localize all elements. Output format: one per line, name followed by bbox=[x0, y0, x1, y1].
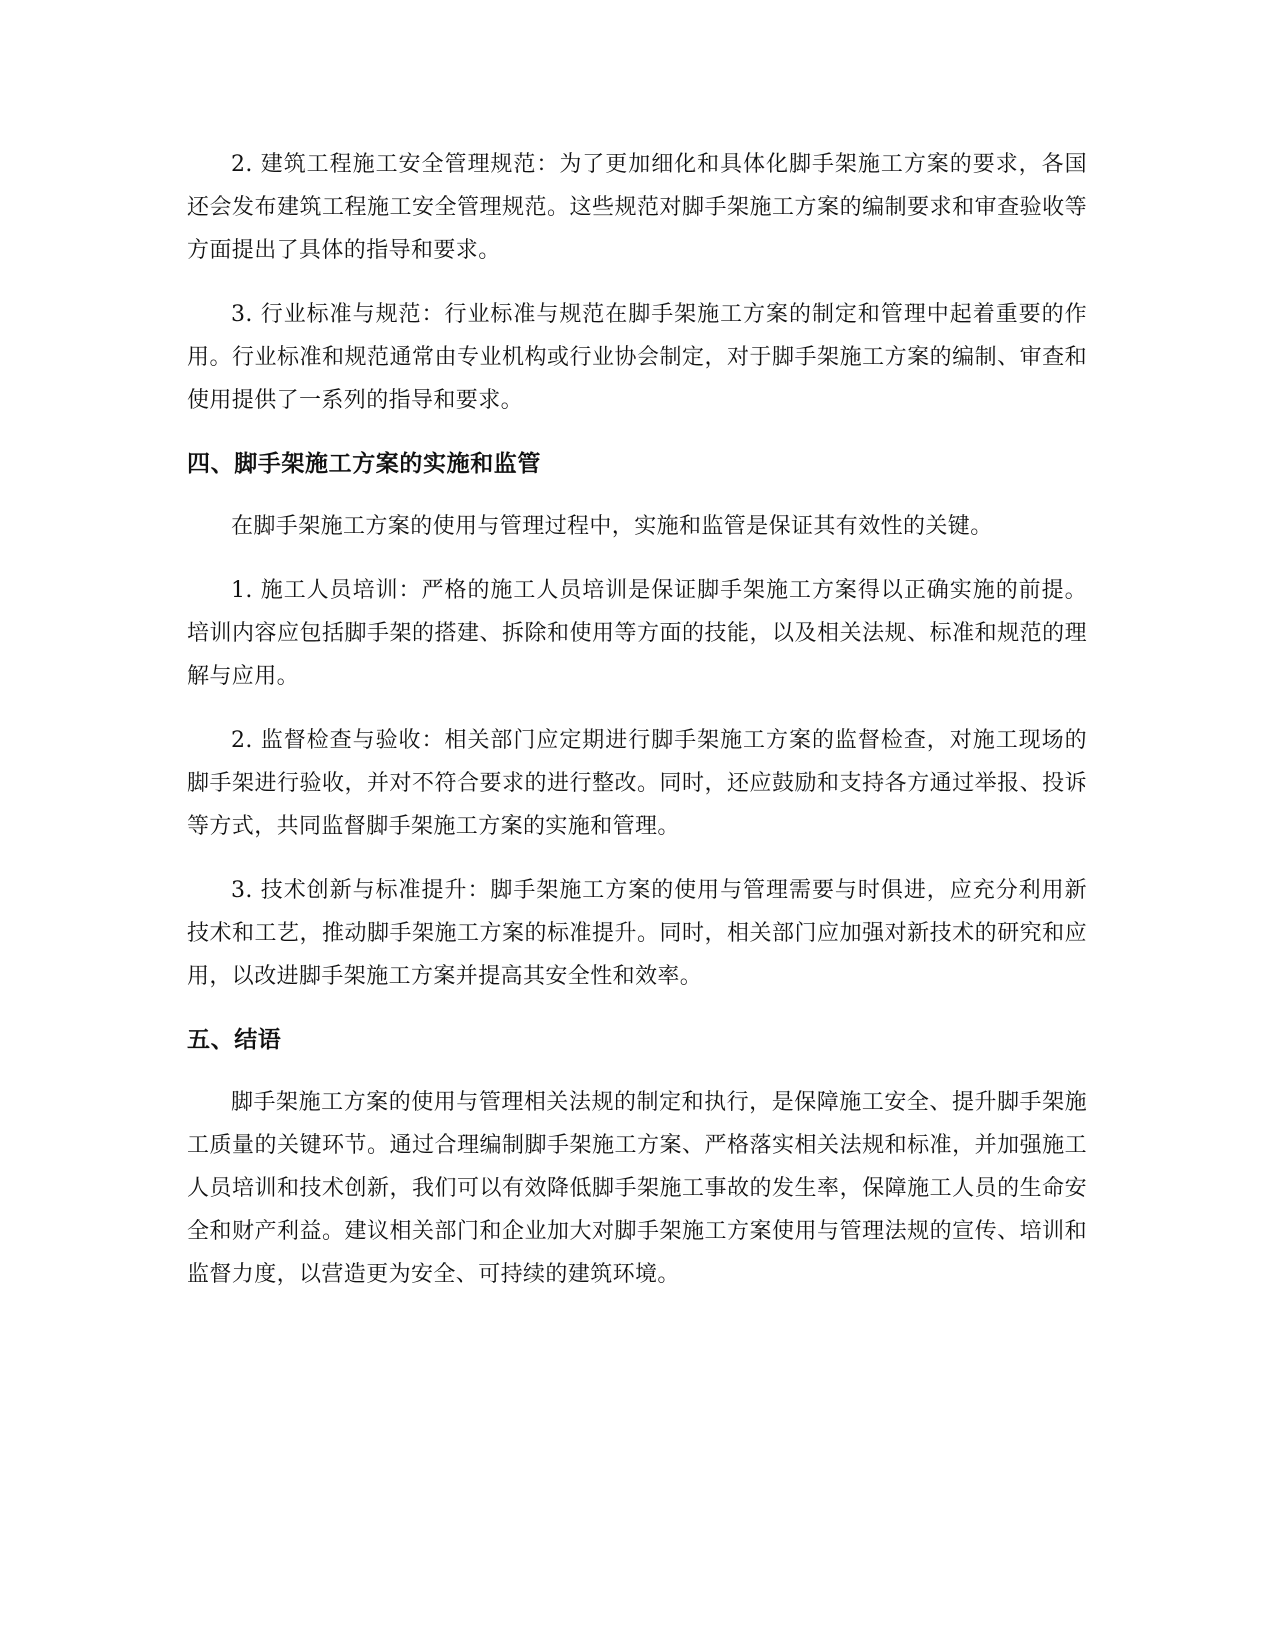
document-body bbox=[187, 143, 1087, 1317]
paragraph-personnel-training: 1. 施工人员培训：严格的施工人员培训是保证脚手架施工方案得以正确实施的前提。培训内容应包括脚手架的搭建、拆除和使用等方面的技能，以及相关法规、标准和规范的理解与应用。 bbox=[187, 578, 1087, 689]
section-heading-conclusion: 五、结语 bbox=[187, 1027, 282, 1053]
paragraph-implementation-intro: 在脚手架施工方案的使用与管理过程中，实施和监管是保证其有效性的关键。 bbox=[231, 514, 993, 539]
paragraph-industry-standards: 3. 行业标准与规范：行业标准与规范在脚手架施工方案的制定和管理中起着重要的作用。行业标准和规范通常由专业机构或行业协会制定，对于脚手架施工方案的编制、审查和使用提供了一系列的指导和要求。 bbox=[187, 302, 1087, 413]
paragraph-supervision-inspection: 2. 监督检查与验收：相关部门应定期进行脚手架施工方案的监督检查，对施工现场的脚手架进行验收，并对不符合要求的进行整改。同时，还应鼓励和支持各方通过举报、投诉等方式，共同监督脚手架施工方案的实施和管理。 bbox=[187, 728, 1087, 839]
paragraph-conclusion: 脚手架施工方案的使用与管理相关法规的制定和执行，是保障施工安全、提升脚手架施工质量的关键环节。通过合理编制脚手架施工方案、严格落实相关法规和标准，并加强施工人员培训和技术创新，我们可以有效降低脚手架施工事故的发生率，保障施工人员的生命安全和财产利益。建议相关部门和企业加大对脚手架施工方案使用与管理法规的宣传、培训和监督力度，以营造更为安全、可持续的建筑环境。 bbox=[187, 1090, 1087, 1287]
paragraph-technical-innovation: 3. 技术创新与标准提升：脚手架施工方案的使用与管理需要与时俱进，应充分利用新技术和工艺，推动脚手架施工方案的标准提升。同时，相关部门应加强对新技术的研究和应用，以改进脚手架施工方案并提高其安全性和效率。 bbox=[187, 878, 1087, 989]
section-heading-implementation: 四、脚手架施工方案的实施和监管 bbox=[187, 451, 541, 477]
paragraph-construction-safety-regulations: 2. 建筑工程施工安全管理规范：为了更加细化和具体化脚手架施工方案的要求，各国还会发布建筑工程施工安全管理规范。这些规范对脚手架施工方案的编制要求和审查验收等方面提出了具体的指导和要求。 bbox=[187, 152, 1087, 263]
